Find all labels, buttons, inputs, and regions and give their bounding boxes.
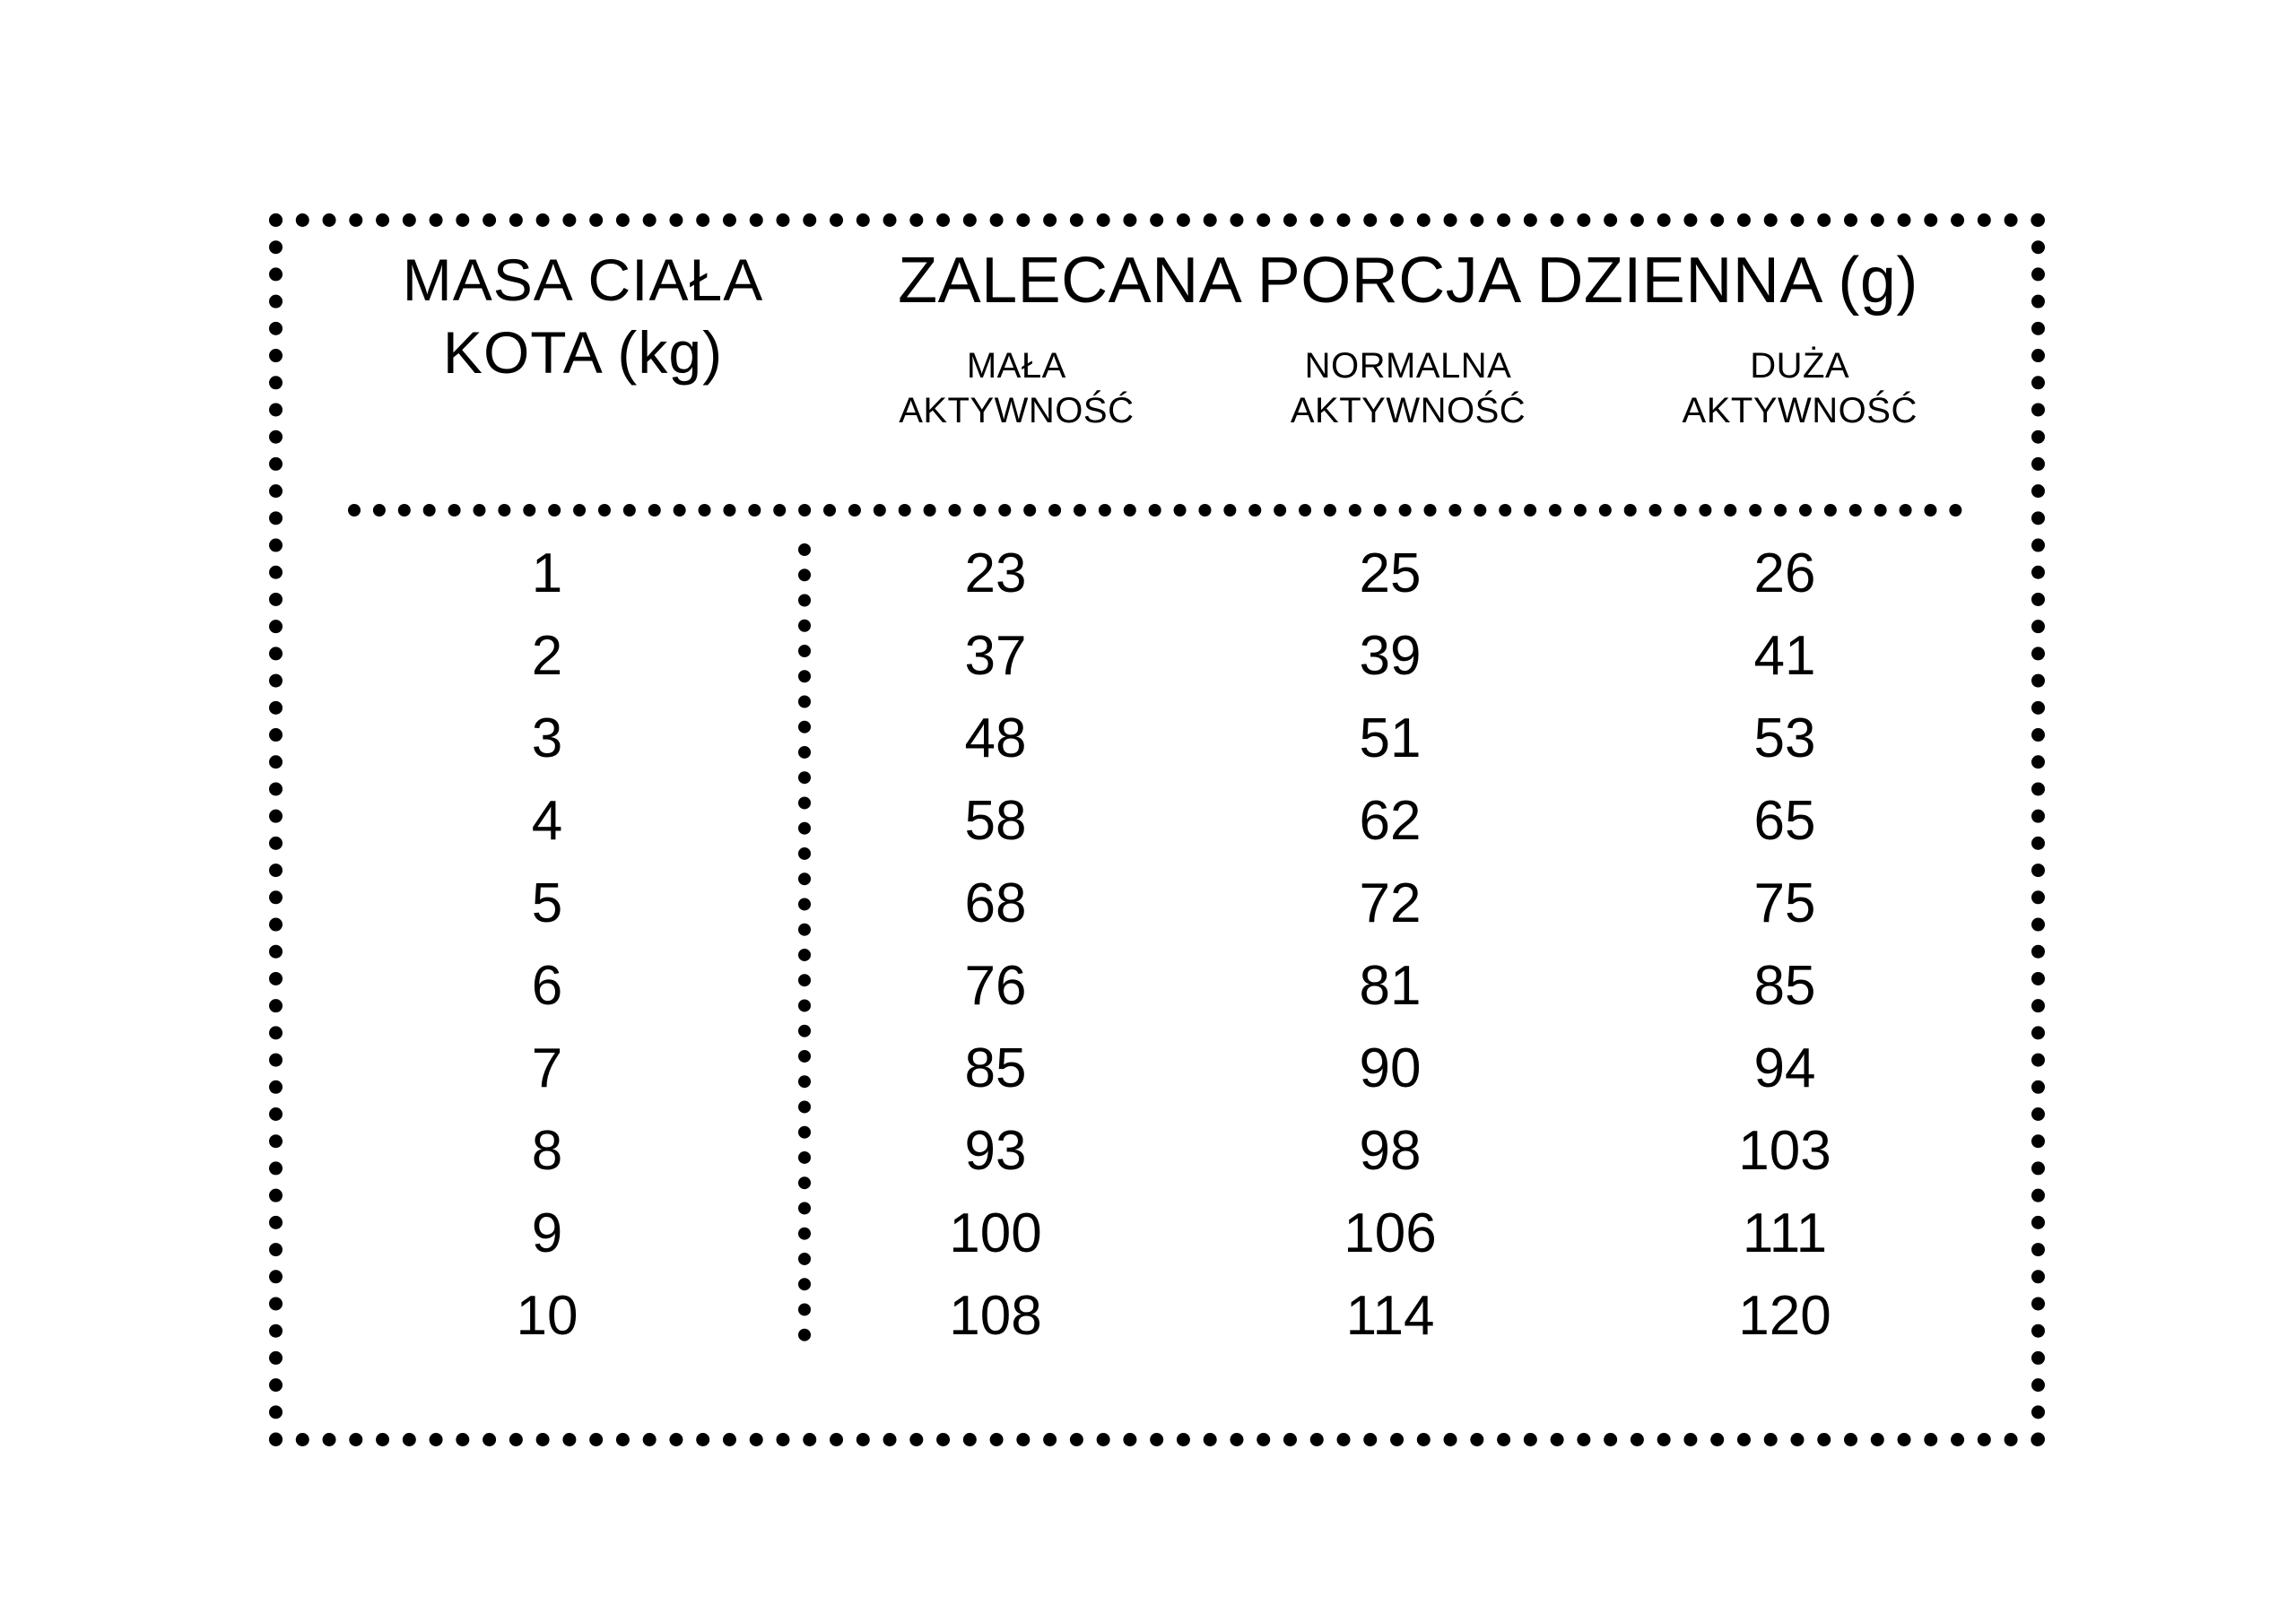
table-row xyxy=(296,945,2018,1028)
cell-weight: 1 xyxy=(531,542,563,604)
cell-normal-activity: 90 xyxy=(1359,1037,1422,1099)
cell-weight: 6 xyxy=(531,955,563,1017)
subheader-high-activity xyxy=(1599,344,2000,433)
cell-low-activity: 93 xyxy=(964,1120,1027,1182)
weight-header-line2: KOTA (kg) xyxy=(442,318,724,386)
subheader-normal-activity xyxy=(1208,344,1609,433)
cell-low-activity: 23 xyxy=(964,542,1027,604)
cell-low-activity: 48 xyxy=(964,707,1027,769)
cell-normal-activity: 25 xyxy=(1359,542,1422,604)
cell-low-activity: 68 xyxy=(964,872,1027,934)
table-row xyxy=(296,698,2018,780)
cell-low-activity: 37 xyxy=(964,625,1027,687)
table-row xyxy=(296,533,2018,615)
cell-high-activity: 94 xyxy=(1753,1037,1816,1099)
subheader-normal-line2: AKTYWNOŚĆ xyxy=(1290,390,1526,430)
cell-weight: 8 xyxy=(531,1120,563,1182)
table-row xyxy=(296,615,2018,698)
portion-title: ZALECANA PORCJA DZIENNA (g) xyxy=(898,245,1918,317)
cell-normal-activity: 72 xyxy=(1359,872,1422,934)
subheader-high-line2: AKTYWNOŚĆ xyxy=(1682,390,1918,430)
cell-normal-activity: 81 xyxy=(1359,955,1422,1017)
cell-low-activity: 76 xyxy=(964,955,1027,1017)
weight-column-header xyxy=(350,244,816,388)
cell-normal-activity: 106 xyxy=(1344,1202,1437,1264)
table-body xyxy=(296,533,2018,1358)
cell-low-activity: 100 xyxy=(949,1202,1042,1264)
subheader-normal-line1: NORMALNA xyxy=(1304,346,1512,386)
activity-subheaders xyxy=(816,344,2000,433)
cell-weight: 9 xyxy=(531,1202,563,1264)
subheader-low-line2: AKTYWNOŚĆ xyxy=(899,390,1135,430)
cell-low-activity: 85 xyxy=(964,1037,1027,1099)
cell-normal-activity: 39 xyxy=(1359,625,1422,687)
cell-high-activity: 120 xyxy=(1738,1285,1831,1347)
table-row xyxy=(296,1110,2018,1193)
cell-weight: 4 xyxy=(531,790,563,852)
cell-low-activity: 108 xyxy=(949,1285,1042,1347)
cell-normal-activity: 62 xyxy=(1359,790,1422,852)
cell-high-activity: 103 xyxy=(1738,1120,1831,1182)
cell-high-activity: 53 xyxy=(1753,707,1816,769)
subheader-low-line1: MAŁA xyxy=(966,346,1066,386)
cell-weight: 2 xyxy=(531,625,563,687)
cell-low-activity: 58 xyxy=(964,790,1027,852)
cell-high-activity: 75 xyxy=(1753,872,1816,934)
cell-normal-activity: 98 xyxy=(1359,1120,1422,1182)
cell-weight: 7 xyxy=(531,1037,563,1099)
table-row xyxy=(296,1193,2018,1275)
cell-high-activity: 41 xyxy=(1753,625,1816,687)
cell-normal-activity: 114 xyxy=(1345,1285,1435,1347)
table-row xyxy=(296,863,2018,945)
cell-high-activity: 111 xyxy=(1742,1202,1828,1264)
table-row xyxy=(296,1275,2018,1358)
cell-high-activity: 65 xyxy=(1753,790,1816,852)
cell-weight: 5 xyxy=(531,872,563,934)
cell-high-activity: 85 xyxy=(1753,955,1816,1017)
weight-header-line1: MASA CIAŁA xyxy=(402,247,764,313)
cell-weight: 3 xyxy=(531,707,563,769)
header-divider xyxy=(348,504,1962,516)
table-row xyxy=(296,1028,2018,1110)
table-row xyxy=(296,780,2018,863)
subheader-low-activity xyxy=(816,344,1217,433)
feeding-table xyxy=(296,235,2018,1428)
cell-high-activity: 26 xyxy=(1753,542,1816,604)
table-header xyxy=(296,235,2018,522)
subheader-high-line1: DUŻA xyxy=(1750,346,1850,386)
cell-weight: 10 xyxy=(516,1285,578,1347)
cell-normal-activity: 51 xyxy=(1359,707,1422,769)
